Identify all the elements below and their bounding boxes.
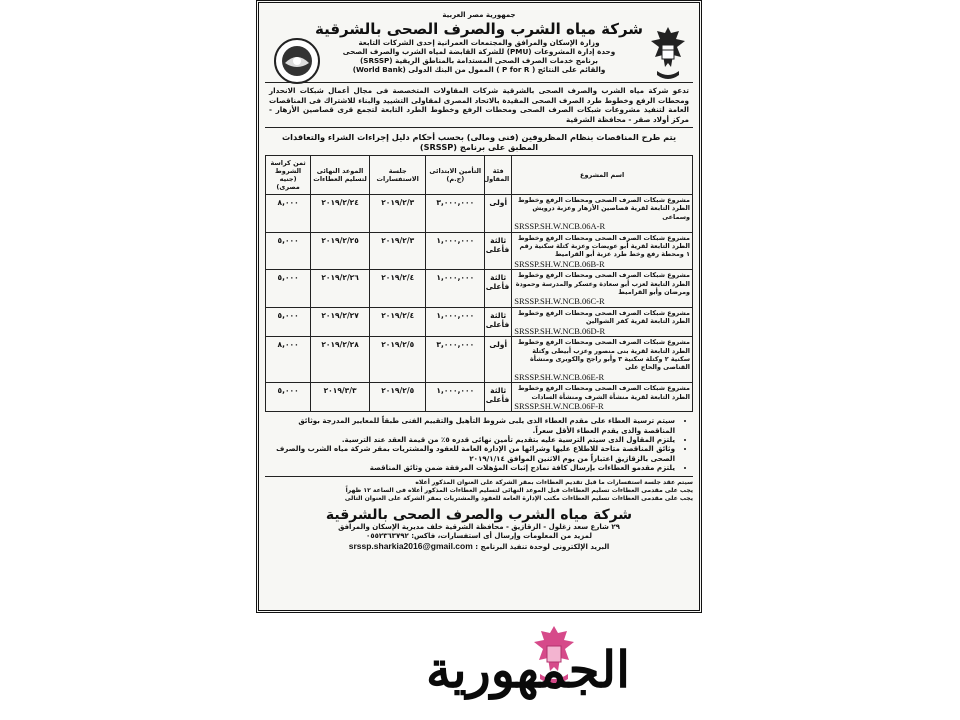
condition-item: • سيتم ترسية العطاء على مقدم العطاء الذى يلبى شروط التأهيل والتقييم الفنى طبقاً للمعايير المدرجة بوثائق المناقصة والذى يقدم العطاء الأقل سعراً. bbox=[265, 416, 675, 435]
tender-method-line: المطبق على برنامج (SRSSP) bbox=[419, 142, 539, 152]
email-label: البريد الإلكترونى لوحدة تنفيذ البرنامج : bbox=[475, 543, 610, 552]
project-cell bbox=[512, 195, 693, 233]
project-code: SRSSP.SH.W.NCB.06D-R bbox=[514, 325, 606, 336]
deadline-cell: ٢٠١٩/٢/٢٦ bbox=[311, 270, 370, 308]
insurance-cell: ١,٠٠٠,٠٠٠ bbox=[426, 307, 485, 336]
project-name: مشروع شبكات الصرف الصحى ومحطات الرفع وخطوط الطرد التابعة لقرية كفر الشوالين bbox=[518, 308, 690, 326]
price-cell: ٥,٠٠٠ bbox=[266, 270, 311, 308]
header-line: برنامج خدمات الصرف الصحى المستدامة بالمناطق الريفية (SRSSP) bbox=[359, 56, 599, 65]
col-header-session: جلسة الاستفسارات bbox=[369, 156, 425, 195]
col-header-deadline: الموعد النهائى لتسليم العطاءات bbox=[311, 156, 370, 195]
company-title: شركة مياه الشرب والصرف الصحى بالشرقية bbox=[314, 20, 644, 38]
project-name: مشروع شبكات الصرف الصحى ومحطات الرفع وخطوط الطرد التابعة لعزب أبو سعادة وعسكر والمدرسة وحمودة ومرضان وأبو القراميط bbox=[515, 271, 690, 297]
session-cell: ٢٠١٩/٢/٣ bbox=[369, 232, 425, 270]
tender-method bbox=[265, 132, 693, 152]
table-row bbox=[266, 270, 693, 308]
category-cell: ثالثة فأعلى bbox=[485, 270, 512, 308]
table-row bbox=[266, 337, 693, 383]
condition-item: • يلتزم مقدمو العطاءات بإرسال كافة نماذج إثبات المؤهلات المرفقة ضمن وثائق المناقصة bbox=[265, 463, 675, 472]
company-logo-icon bbox=[273, 37, 321, 85]
project-name: مشروع شبكات الصرف الصحى ومحطات الرفع وخطوط الطرد التابعة لقرية منشأة الشرف ومنشأة السادات bbox=[518, 384, 690, 401]
category-cell: أولى bbox=[485, 195, 512, 233]
project-cell bbox=[512, 307, 693, 336]
deadline-cell: ٢٠١٩/٢/٢٤ bbox=[311, 195, 370, 233]
insurance-cell: ١,٠٠٠,٠٠٠ bbox=[426, 383, 485, 412]
email-link[interactable]: srssp.sharkia2016@gmail.com bbox=[348, 541, 473, 552]
col-header-insurance: التأمين الابتدائى (ج.م) bbox=[426, 156, 485, 195]
project-code: SRSSP.SH.W.NCB.06B-R bbox=[514, 258, 605, 269]
project-code: SRSSP.SH.W.NCB.06E-R bbox=[514, 371, 605, 382]
note-item: يجب على مقدمى العطاءات تسليم العطاءات قبل الموعد النهائى لتسليم العطاءات المذكور أعلاه فى الساعة ١٢ ظهراً bbox=[345, 487, 693, 495]
ad-content bbox=[265, 7, 693, 606]
category-cell: ثالثة فأعلى bbox=[485, 232, 512, 270]
tender-advertisement bbox=[256, 0, 702, 613]
session-cell: ٢٠١٩/٢/٥ bbox=[369, 383, 425, 412]
session-cell: ٢٠١٩/٢/٣ bbox=[369, 195, 425, 233]
session-cell: ٢٠١٩/٢/٥ bbox=[369, 337, 425, 383]
conditions-list bbox=[265, 416, 685, 472]
footer-address: ٢٩ شارع سعد زغلول - الزقازيق - محافظة الشرقية خلف مديرية الإسكان والمرافق bbox=[338, 523, 620, 532]
project-code: SRSSP.SH.W.NCB.06A-R bbox=[514, 221, 606, 232]
price-cell: ٥,٠٠٠ bbox=[266, 383, 311, 412]
session-cell: ٢٠١٩/٢/٤ bbox=[369, 307, 425, 336]
category-cell: ثالثة فأعلى bbox=[485, 383, 512, 412]
table-header-row bbox=[266, 156, 693, 195]
project-name: مشروع شبكات الصرف الصحى ومحطات الرفع وخطوط الطرد التابعة لقرية أبو عويضات وعزبة كتلة سكنية رقم ١ ومحطة رفع وخط طرد عزبة أبو القراميط bbox=[518, 233, 690, 259]
header-line: والقائم على النتائج ( P for R ) الممول من البنك الدولى (World Bank) bbox=[352, 65, 606, 74]
invitation-paragraph: تدعو شركة مياه الشرب والصرف الصحى بالشرقية شركات المقاولات المتخصصة فى مجال أعمال شبكات الانحدار ومحطات الرفع وخطوط طرد الصرف الصحى المقيدة بالاتحاد المصرى لمقاولى التشييد والبناء للاشتراك فى المناقصات العامة لتنفيذ مشروعات شبكات الصرف الصحى ومحطات الرفع وخطوط الطرد التابعة لتجمع قرى قصاصين الأزهار - مركز أولاد صقر - محافظة الشرقية bbox=[265, 82, 693, 128]
note-item: يجب على مقدمى العطاءات تسليم العطاءات مكتب الإدارة العامة للعقود والمشتريات بمقر الشركة على العنوان التالى bbox=[344, 495, 693, 503]
price-cell: ٥,٠٠٠ bbox=[266, 232, 311, 270]
table-row bbox=[266, 307, 693, 336]
col-header-category: فئة المقاول bbox=[485, 156, 512, 195]
insurance-cell: ٣,٠٠٠,٠٠٠ bbox=[426, 337, 485, 383]
insurance-cell: ١,٠٠٠,٠٠٠ bbox=[426, 270, 485, 308]
condition-item: • يلتزم المقاول الذى سيتم الترسية عليه بتقديم تأمين نهائى قدره ٥٪ من قيمة العقد عند الترسية. bbox=[265, 435, 675, 444]
table-row bbox=[266, 232, 693, 270]
project-name: مشروع شبكات الصرف الصحى ومحطات الرفع وخطوط الطرد التابعة لقرية بنى منصور وعزب أبيطى وكتلة سكنية ٢ وكتلة سكنية ٣ وأبو راجح والكوبرى ومنشأة القناصى والحاج على bbox=[518, 338, 690, 372]
footer-company-name: شركة مياه الشرب والصرف الصحى بالشرقية bbox=[325, 507, 633, 524]
egypt-eagle-emblem-icon bbox=[649, 23, 687, 83]
price-cell: ٥,٠٠٠ bbox=[266, 307, 311, 336]
table-row bbox=[266, 195, 693, 233]
header-line: وزارة الإسكان والمرافق والمجتمعات العمرانية إحدى الشركات التابعة bbox=[358, 38, 600, 47]
deadline-cell: ٢٠١٩/٣/٣ bbox=[311, 383, 370, 412]
tenders-table bbox=[265, 155, 693, 412]
condition-item: • وثائق المناقصة متاحة للاطلاع عليها وشرائها من الإدارة العامة للعقود والمشتريات بمقر شركة مياه الشرب والصرف الصحى بالزقازيق اعتباراً من يوم الاثنين الموافق ٢٠١٩/١/١٤ bbox=[265, 444, 675, 463]
project-code: SRSSP.SH.W.NCB.06C-R bbox=[514, 296, 605, 307]
newspaper-name: الجمهورية bbox=[425, 640, 630, 699]
deadline-cell: ٢٠١٩/٢/٢٥ bbox=[311, 232, 370, 270]
deadline-cell: ٢٠١٩/٢/٢٨ bbox=[311, 337, 370, 383]
notes-block bbox=[265, 476, 693, 503]
project-name: مشروع شبكات الصرف الصحى ومحطات الرفع وخطوط الطرد التابعة لقرية قصاصين الأزهار وعزبة درويش وسماعى bbox=[518, 196, 690, 221]
project-cell bbox=[512, 383, 693, 412]
project-cell bbox=[512, 337, 693, 383]
footer-email-row bbox=[265, 541, 693, 552]
project-cell bbox=[512, 270, 693, 308]
category-cell: أولى bbox=[485, 337, 512, 383]
newspaper-masthead bbox=[425, 622, 630, 712]
footer-contact: لمزيد من المعلومات وإرسال أى استفسارات، فاكس: ٠٥٥٢٣٦٣٧٩٢ bbox=[366, 532, 592, 541]
session-cell: ٢٠١٩/٢/٤ bbox=[369, 270, 425, 308]
project-code: SRSSP.SH.W.NCB.06F-R bbox=[514, 400, 604, 411]
price-cell: ٨,٠٠٠ bbox=[266, 337, 311, 383]
col-header-price: ثمن كراسة الشروط (جنيه مصرى) bbox=[266, 156, 311, 195]
table-row bbox=[266, 383, 693, 412]
insurance-cell: ٣,٠٠٠,٠٠٠ bbox=[426, 195, 485, 233]
deadline-cell: ٢٠١٩/٢/٢٧ bbox=[311, 307, 370, 336]
project-cell bbox=[512, 232, 693, 270]
col-header-project: اسم المشروع bbox=[512, 156, 693, 195]
tender-method-line: يتم طرح المناقصات بنظام المظروفين (فنى ومالى) بحسب أحكام دليل إجراءات الشراء والتعاقدات bbox=[281, 132, 677, 142]
note-item: سيتم عقد جلسة استفسارات ما قبل تقديم العطاءات بمقر الشركة على العنوان المذكور أعلاه bbox=[415, 479, 693, 487]
price-cell: ٨,٠٠٠ bbox=[266, 195, 311, 233]
insurance-cell: ١,٠٠٠,٠٠٠ bbox=[426, 232, 485, 270]
header-line: وحدة إدارة المشروعات (PMU) للشركة القابضة لمياه الشرب والصرف الصحى bbox=[342, 47, 616, 56]
category-cell: ثالثة فأعلى bbox=[485, 307, 512, 336]
republic-label: جمهورية مصر العربية bbox=[442, 11, 516, 19]
